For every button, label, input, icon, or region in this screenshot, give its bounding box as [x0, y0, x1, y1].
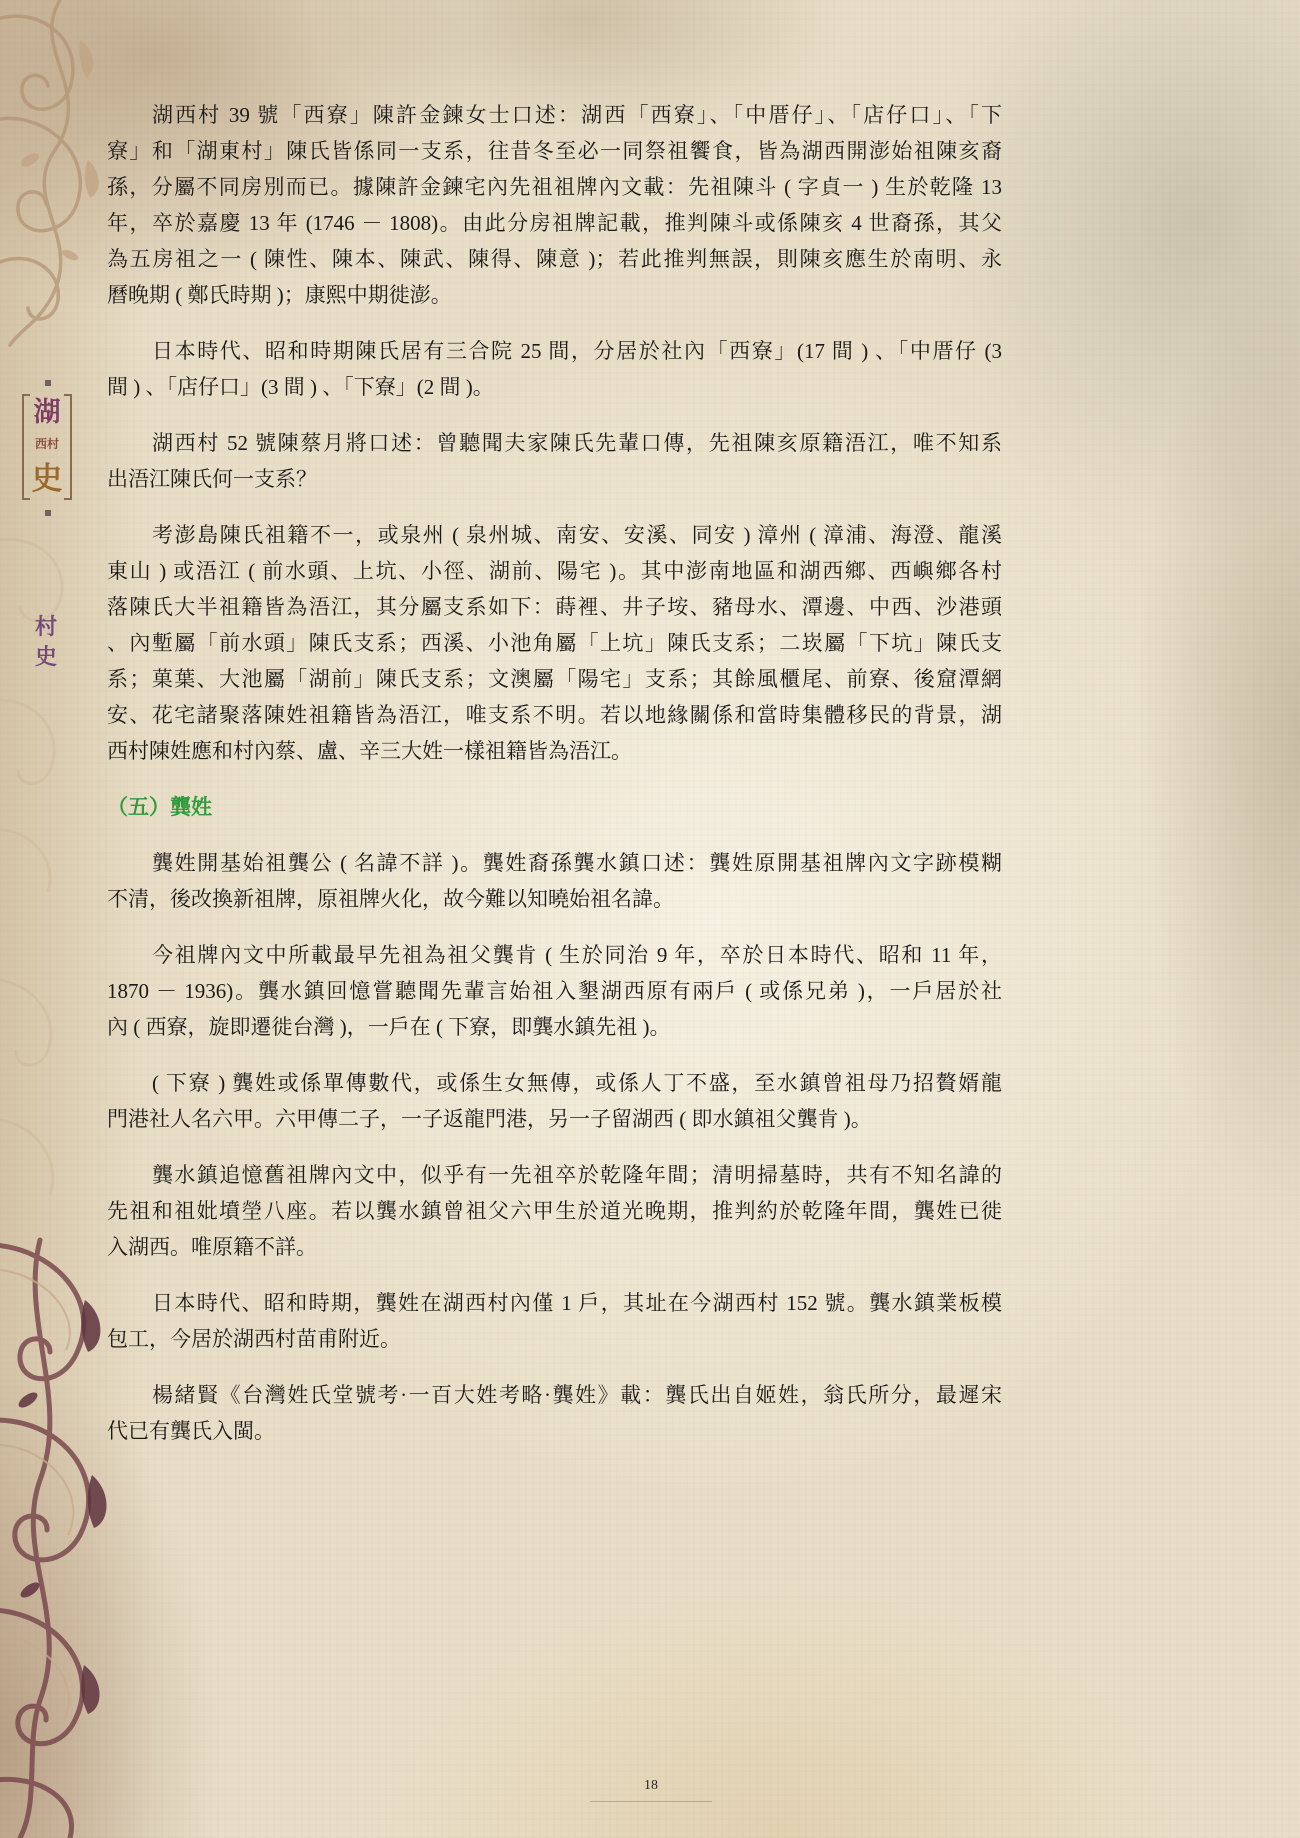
text-line: 龔姓開基始祖龔公 ( 名諱不詳 )。龔姓裔孫龔水鎮口述：龔姓原開基祖牌內文字跡模糊: [152, 851, 1002, 875]
text-line: 日本時代、昭和時期陳氏居有三合院 25 間，分居於社內「西寮」(17 間 ) 、「中厝仔 (3: [152, 339, 1002, 363]
text-line: 楊緒賢《台灣姓氏堂號考·一百大姓考略·龔姓》載：龔氏出自姬姓，翁氏所分，最遲宋: [152, 1383, 1002, 1407]
text-line: 東山 ) 或浯江 ( 前水頭、上坑、小徑、湖前、陽宅 )。其中澎南地區和湖西鄉、西嶼鄉各村: [107, 559, 1002, 583]
text-line: 門港社人名六甲。六甲傳二子，一子返龍門港，另一子留湖西 ( 即水鎮祖父龔肯 )。: [107, 1107, 872, 1131]
logo-glyph: 湖: [33, 397, 61, 427]
text-line: 龔水鎮追憶舊祖牌內文中，似乎有一先祖卒於乾隆年間；清明掃墓時，共有不知名諱的: [152, 1163, 1002, 1187]
sidebar-square-marker: [45, 510, 51, 516]
section-tab-char: 村: [34, 614, 57, 639]
logo-glyph: 西村: [34, 437, 59, 451]
text-line: 西村陳姓應和村內蔡、盧、辛三大姓一樣祖籍皆為浯江。: [107, 739, 632, 763]
text-line: 寮」和「湖東村」陳氏皆係同一支系，往昔冬至必一同祭祖饗食，皆為湖西開澎始祖陳亥裔: [107, 139, 1002, 163]
logo-glyph: 史: [31, 461, 63, 496]
text-line: 湖西村 52 號陳蔡月將口述：曾聽聞夫家陳氏先輩口傳，先祖陳亥原籍浯江，唯不知系: [152, 431, 1002, 455]
section-tab-char: 史: [34, 644, 57, 669]
text-line: 湖西村 39 號「西寮」陳許金鍊女士口述：湖西「西寮」、「中厝仔」、「店仔口」、「下: [152, 103, 1002, 127]
text-line: 內 ( 西寮，旋即遷徙台灣 )，一戶在 ( 下寮，即龔水鎮先祖 )。: [107, 1015, 671, 1039]
paragraph: [107, 97, 1002, 313]
text-line: 日本時代、昭和時期，龔姓在湖西村內僅 1 戶，其址在今湖西村 152 號。龔水鎮業板模: [152, 1291, 1002, 1315]
text-line: 落陳氏大半祖籍皆為浯江，其分屬支系如下：蒔裡、井子垵、豬母水、潭邊、中西、沙港頭: [107, 595, 1002, 619]
text-line: 安、花宅諸聚落陳姓祖籍皆為浯江，唯支系不明。若以地緣關係和當時集體移民的背景，湖: [107, 703, 1002, 727]
text-line: 、內塹屬「前水頭」陳氏支系；西溪、小池角屬「上坑」陳氏支系；二崁屬「下坑」陳氏支: [107, 631, 1002, 655]
paragraph: [107, 425, 1002, 497]
paragraph: [107, 1157, 1002, 1265]
text-line: 系；菓葉、大池屬「湖前」陳氏支系；文澳屬「陽宅」支系；其餘風櫃尾、前寮、後窟潭網: [107, 667, 1002, 691]
paragraph: [107, 1065, 1002, 1137]
text-line: 曆晚期 ( 鄭氏時期 )；康熙中期徙澎。: [107, 283, 452, 307]
text-line: 代已有龔氏入閩。: [107, 1419, 275, 1443]
text-line: 先祖和祖妣墳塋八座。若以龔水鎮曾祖父六甲生於道光晚期，推判約於乾隆年間，龔姓已徙: [107, 1199, 1002, 1223]
paragraph: [107, 333, 1002, 405]
paragraph: [107, 937, 1002, 1045]
text-line: 考澎島陳氏祖籍不一，或泉州 ( 泉州城、南安、安溪、同安 ) 漳州 ( 漳浦、海澄、龍溪: [152, 523, 1002, 547]
page-number: 18: [644, 1778, 658, 1793]
paragraph: [107, 517, 1002, 769]
text-line: 出浯江陳氏何一支系？: [107, 467, 317, 491]
text-line: 包工，今居於湖西村苗甫附近。: [107, 1327, 401, 1351]
text-line: 入湖西。唯原籍不詳。: [107, 1235, 317, 1259]
left-floral-ornament: [0, 0, 120, 1838]
section-tab-label: [33, 612, 59, 672]
text-line: 年，卒於嘉慶 13 年 (1746 － 1808)。由此分房祖牌記載，推判陳斗或係陳亥 4 世裔孫，其父: [107, 211, 1002, 235]
paragraph: [107, 845, 1002, 917]
text-line: 孫，分屬不同房別而已。據陳許金鍊宅內先祖祖牌內文載：先祖陳斗 ( 字貞一 ) 生於乾隆 13: [107, 175, 1002, 199]
text-line: 間 ) 、「店仔口」(3 間 ) 、「下寮」(2 間 )。: [107, 375, 494, 399]
text-line: 今祖牌內文中所載最早先祖為祖父龔肯 ( 生於同治 9 年，卒於日本時代、昭和 11 年，: [152, 943, 1002, 967]
text-line: 1870 － 1936)。龔水鎮回憶嘗聽聞先輩言始祖入墾湖西原有兩戶 ( 或係兄弟 )，一戶居於社: [107, 979, 1002, 1003]
sidebar-square-marker: [45, 380, 51, 386]
text-line: 不清，後改換新祖牌，原祖牌火化，故今難以知曉始祖名諱。: [107, 887, 674, 911]
bottom-floral-swirls: [0, 1240, 107, 1838]
paragraph: [107, 1377, 1002, 1449]
article-body: [107, 97, 1002, 1469]
paragraph: [107, 1285, 1002, 1357]
top-floral-swirls: [0, 0, 99, 345]
section-heading: （五）龔姓: [107, 795, 212, 819]
footer-rule: [590, 1801, 712, 1802]
text-line: 為五房祖之一 ( 陳性、陳本、陳武、陳得、陳意 )；若此推判無誤，則陳亥應生於南明、永: [107, 247, 1002, 271]
text-line: ( 下寮 ) 龔姓或係單傳數代，或係生女無傳，或係人丁不盛，至水鎮曾祖母乃招贅婿龍: [152, 1071, 1002, 1095]
logo-mark: [22, 394, 72, 500]
